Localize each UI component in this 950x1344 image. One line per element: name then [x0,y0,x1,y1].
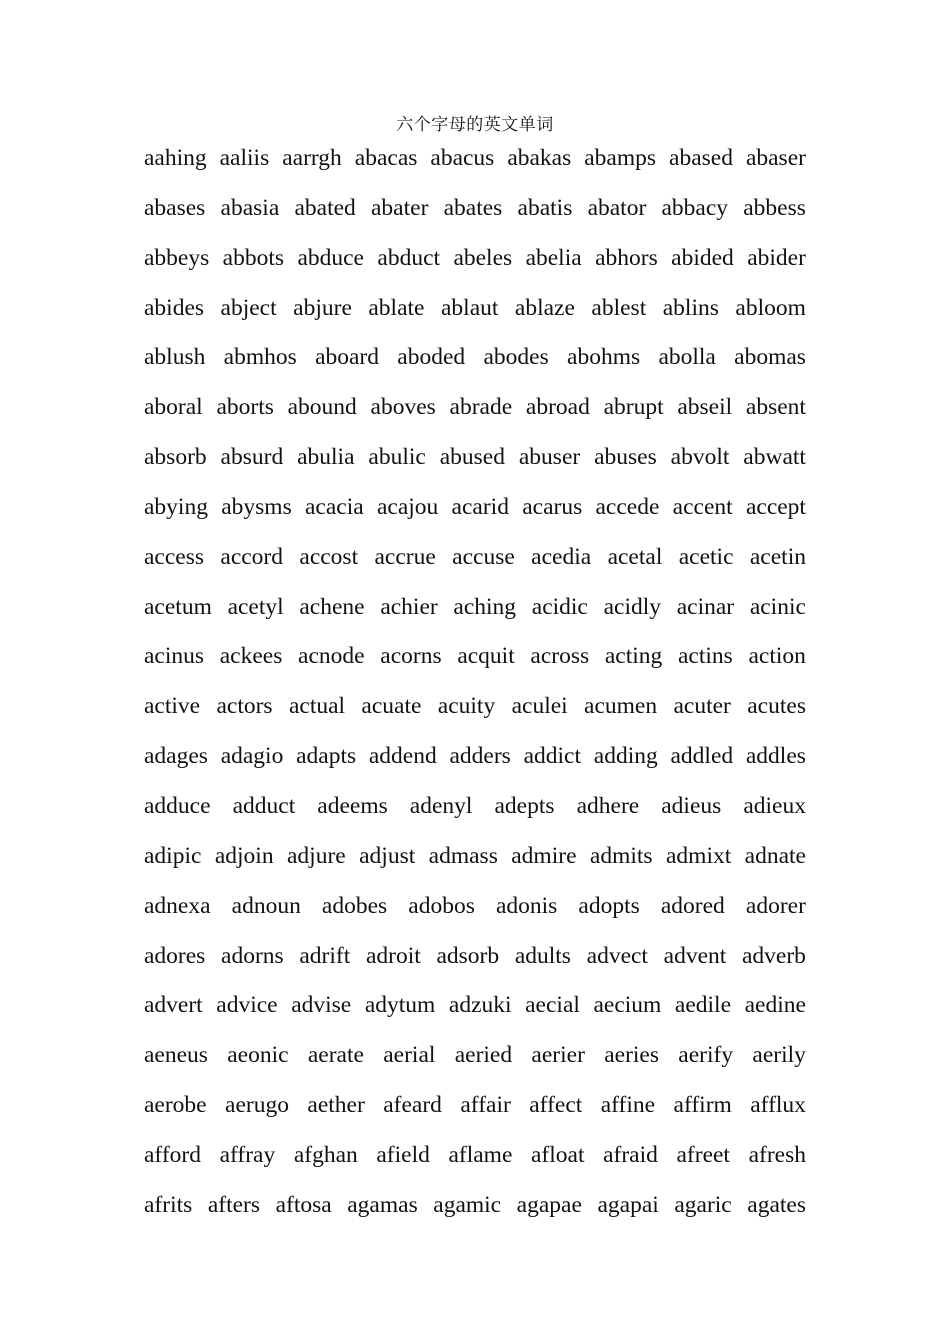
word: acetyl [227,593,284,620]
word-line [144,938,806,988]
word: aerial [383,1042,436,1069]
word: advent [663,942,727,969]
word: afreet [676,1141,730,1168]
word: adopts [578,892,640,919]
word-line [144,389,806,439]
word: adhere [576,792,640,819]
word: abying [144,493,208,520]
word: absurd [220,444,284,471]
word: ablest [591,294,647,321]
word: aboral [144,394,203,421]
word: abaser [745,145,806,171]
word: abider [747,244,806,271]
word: accost [299,543,359,570]
word: afresh [748,1141,806,1168]
word: acting [604,643,663,670]
word: abjure [293,294,352,321]
word: adonis [495,892,558,919]
word: abator [587,194,647,221]
word: adores [144,942,206,969]
word-line [144,1087,806,1137]
word: adieus [661,792,722,819]
word: abused [439,444,505,471]
word: adieux [743,792,806,819]
word: advise [291,992,352,1019]
word: adverb [741,942,806,969]
word: afloat [531,1141,585,1168]
word: aerugo [225,1092,289,1119]
word: adnoun [231,892,301,919]
word: abmhos [223,344,297,371]
word-line [144,439,806,489]
word: adorer [745,892,806,919]
word: afford [144,1141,201,1168]
word: abwatt [743,444,806,471]
word: adders [449,743,511,770]
word: abides [144,294,205,321]
word: abulia [297,444,355,471]
word: acajou [376,493,439,520]
word: acutes [747,693,806,720]
word: aarrgh [282,145,342,171]
word: adjoin [214,842,274,869]
word: accuse [452,543,515,570]
word: advect [586,942,648,969]
word: abater [371,194,429,221]
word: abided [671,244,734,271]
word: abeles [453,244,513,271]
word: admixt [665,842,732,869]
word-line [144,290,806,340]
word-line [144,240,806,290]
word: agates [747,1191,806,1218]
word: ablins [662,294,719,321]
word: ablaze [514,294,575,321]
word: affirm [673,1092,732,1119]
word: acetin [749,543,806,570]
word: aboard [315,344,379,371]
word: aeneus [144,1042,208,1069]
word: accede [595,493,660,520]
word: adults [514,942,571,969]
word: abulic [368,444,426,471]
word-line [144,589,806,639]
word: actins [677,643,733,670]
word: admass [428,842,498,869]
word-line [144,838,806,888]
word: aeonic [227,1042,289,1069]
word: acuter [673,693,731,720]
word: aculei [511,693,568,720]
word: adenyl [409,792,473,819]
word: actors [216,693,273,720]
word: ablate [368,294,425,321]
word: ablush [144,344,206,371]
word: abduct [377,244,441,271]
word: accord [220,543,284,570]
word: abacus [430,145,495,171]
word: acarus [522,493,583,520]
word: aerate [307,1042,364,1069]
word: abasia [220,194,280,221]
word: aedile [674,992,732,1019]
word-line [144,888,806,938]
word: accent [672,493,733,520]
word: acinic [749,593,806,620]
word: adzuki [448,992,512,1019]
word: afield [376,1141,430,1168]
word: aeries [604,1042,659,1069]
word: accrue [374,543,436,570]
word: acedia [531,543,592,570]
word-line [144,987,806,1037]
word: aflame [448,1141,513,1168]
word: abakas [507,145,572,171]
word: agamas [347,1191,418,1218]
word: absorb [144,444,207,471]
word: aeried [454,1042,513,1069]
word: aaliis [219,145,270,171]
word: abomas [734,344,806,371]
word: adnexa [144,892,211,919]
word: advert [144,992,203,1019]
word: aboves [370,394,436,421]
word: advice [216,992,278,1019]
word: abases [144,194,206,221]
word: affair [460,1092,511,1119]
word: adagio [220,743,284,770]
word: abohms [567,344,641,371]
word: adipic [144,842,202,869]
word: admire [511,842,577,869]
word-line [144,1187,806,1237]
word: acidly [603,593,661,620]
word: acetal [607,543,663,570]
word-line [144,489,806,539]
word: aboded [397,344,466,371]
word: afrits [144,1191,193,1218]
word: adobes [321,892,388,919]
word: adepts [494,792,555,819]
word-line [144,1037,806,1087]
word: agapae [516,1191,582,1218]
word: agapai [597,1191,659,1218]
word: acinus [144,643,205,670]
word: achier [380,593,438,620]
word: abuses [594,444,657,471]
word: acnode [298,643,365,670]
word: afraid [603,1141,658,1168]
word: abatis [517,194,573,221]
word: afters [207,1191,261,1218]
word: adjust [359,842,416,869]
word-line [144,190,806,240]
word: aerily [752,1042,806,1069]
word: aborts [216,394,274,421]
word: adytum [364,992,436,1019]
word: abroad [525,394,590,421]
word: abbots [222,244,285,271]
word: absent [745,394,806,421]
word: aether [307,1092,365,1119]
word: adorns [221,942,284,969]
word: adduct [232,792,296,819]
word: abrupt [603,394,664,421]
word-list [144,140,806,1237]
word: adjure [286,842,346,869]
word: acetic [678,543,734,570]
word: aedine [744,992,806,1019]
word: aerier [531,1042,585,1069]
word: abvolt [670,444,730,471]
word: adroit [365,942,421,969]
word: across [530,643,590,670]
word: abamps [584,145,657,171]
word-line [144,339,806,389]
word: affray [219,1141,276,1168]
word: adages [144,743,208,770]
word: acacia [305,493,364,520]
word: adding [593,743,658,770]
word-line [144,140,806,190]
word: acquit [457,643,515,670]
word: adapts [296,743,357,770]
word: abject [220,294,277,321]
word: actual [288,693,346,720]
word: adduce [144,792,211,819]
word: addend [368,743,437,770]
word: adnate [744,842,806,869]
word-line [144,788,806,838]
word: acuate [361,693,422,720]
word: agamic [433,1191,502,1218]
word: affect [529,1092,583,1119]
word: aching [453,593,517,620]
word: adored [660,892,725,919]
word-line [144,638,806,688]
word: achene [299,593,365,620]
word: abloom [735,294,806,321]
word: abuser [518,444,581,471]
word-line [144,1137,806,1187]
word: ablaut [440,294,499,321]
word: abbeys [144,244,210,271]
word: addled [670,743,734,770]
word: abhors [595,244,658,271]
word: active [144,693,201,720]
word: aecial [525,992,580,1019]
word: abseil [677,394,733,421]
word-line [144,539,806,589]
word: acinar [676,593,735,620]
word: acumen [584,693,658,720]
word: abated [294,194,356,221]
word: abacas [354,145,418,171]
word: acarid [451,493,509,520]
word: adobos [408,892,475,919]
word: afflux [750,1092,806,1119]
word: abound [287,394,357,421]
word: aecium [593,992,662,1019]
document-title: 六个字母的英文单词 [396,115,554,134]
word: adeems [317,792,388,819]
word: adrift [299,942,351,969]
word: acetum [144,593,212,620]
word: affine [600,1092,656,1119]
word: abased [669,145,733,171]
word: agaric [674,1191,732,1218]
word: admits [589,842,653,869]
word: acorns [380,643,442,670]
word: abbess [743,194,806,221]
word: abates [443,194,503,221]
word: afghan [293,1141,358,1168]
word: abysms [221,493,292,520]
word: abelia [525,244,582,271]
word: aahing [144,145,207,171]
word: abodes [483,344,549,371]
word: acidic [531,593,588,620]
word: aerobe [144,1092,207,1119]
word: aftosa [275,1191,332,1218]
word: accept [745,493,806,520]
word: abbacy [661,194,729,221]
word: ackees [219,643,283,670]
word-line [144,688,806,738]
word: adsorb [436,942,500,969]
word: abrade [449,394,513,421]
word: aerify [678,1042,734,1069]
word: abduce [297,244,364,271]
word: action [748,643,806,670]
word: acuity [437,693,496,720]
word: addict [523,743,582,770]
word: addles [745,743,806,770]
word: afeard [383,1092,442,1119]
word: abolla [658,344,716,371]
word: access [144,543,205,570]
word-line [144,738,806,788]
